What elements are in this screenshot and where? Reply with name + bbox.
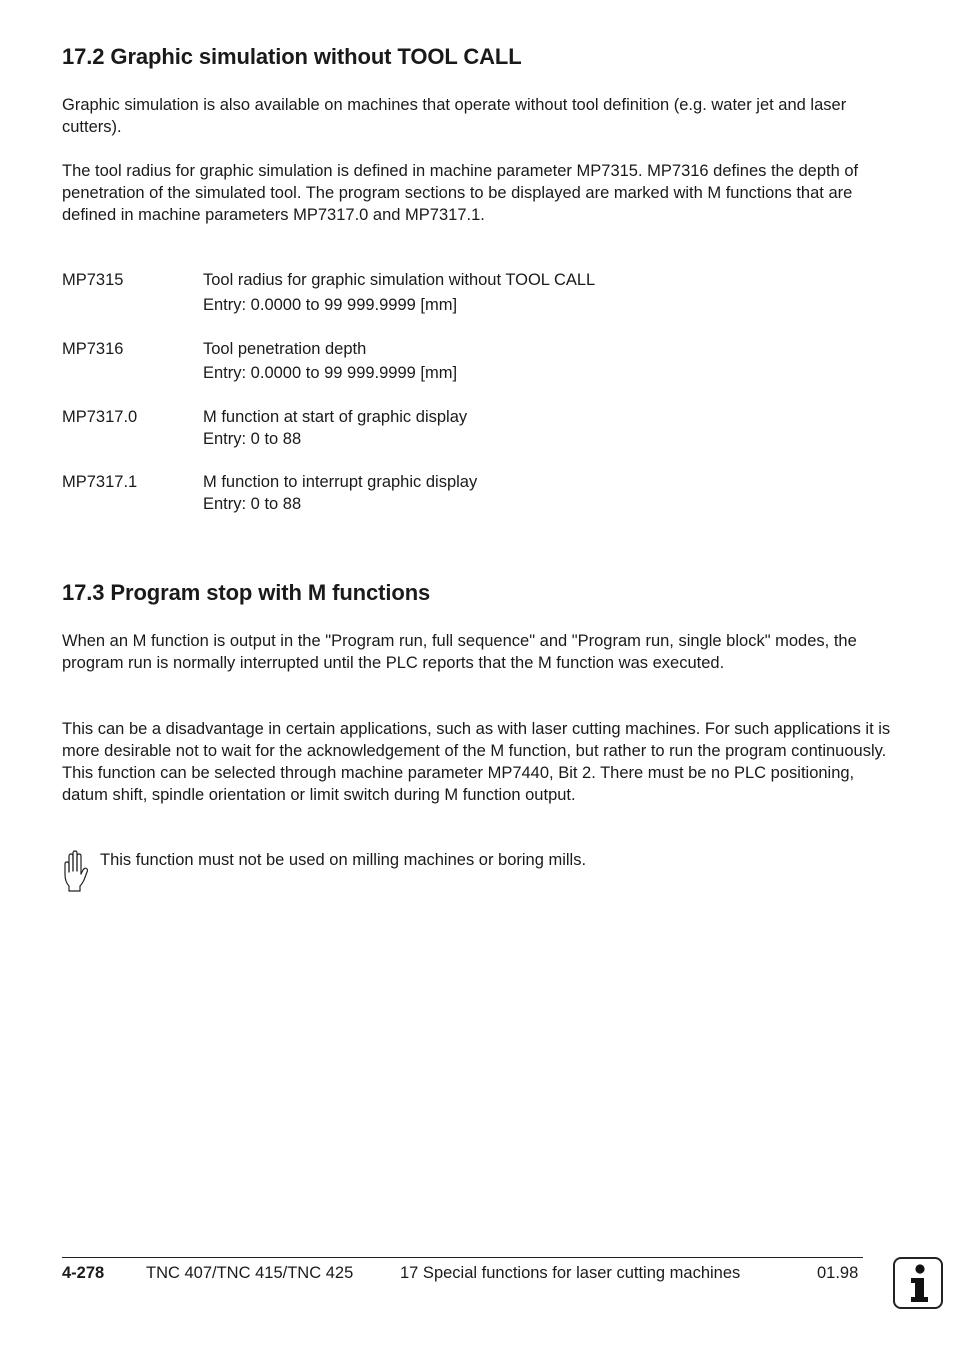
parameter-id: MP7316 — [62, 340, 124, 358]
parameter-description: Tool penetration depth — [203, 340, 367, 358]
note-text: This function must not be used on milling machines or boring mills. — [100, 851, 587, 869]
footer-divider — [62, 1257, 863, 1258]
parameter-description: M function to interrupt graphic display — [203, 473, 478, 491]
parameter-entry: Entry: 0 to 88 — [203, 430, 302, 448]
page-number: 4-278 — [62, 1264, 105, 1282]
parameter-entry: Entry: 0 to 88 — [203, 495, 302, 513]
paragraph-availability: Graphic simulation is also available on machines that operate without tool definition (e.g. water jet and laser cutters). — [62, 96, 847, 136]
parameter-description: M function at start of graphic display — [203, 408, 468, 426]
footer-chapter: 17 Special functions for laser cutting machines — [400, 1264, 741, 1282]
section-heading-program-stop: 17.3 Program stop with M functions — [62, 580, 431, 605]
parameter-id: MP7317.0 — [62, 408, 138, 426]
paragraph-m-function-output: When an M function is output in the "Program run, full sequence" and "Program run, single block" modes, the program run is normally interrupted until the PLC reports that the M function was executed. — [62, 632, 857, 672]
info-icon — [893, 1257, 943, 1309]
paragraph-laser-cutting: This can be a disadvantage in certain applications, such as with laser cutting machines. For such applications it is more desirable not to wait for the acknowledgement of the M function, but rather to run the program continuously. This function can be selected through machine parameter MP7440, Bit 2. There must be no PLC positioning, datum shift, spindle orientation or limit switch during M function output. — [62, 720, 891, 804]
parameter-id: MP7317.1 — [62, 473, 138, 491]
footer-date: 01.98 — [817, 1264, 859, 1282]
hand-note-icon — [60, 850, 90, 892]
section-heading-graphic-simulation: 17.2 Graphic simulation without TOOL CALL — [62, 44, 522, 69]
parameter-entry: Entry: 0.0000 to 99 999.9999 [mm] — [203, 296, 458, 314]
parameter-id: MP7315 — [62, 271, 124, 289]
paragraph-tool-radius: The tool radius for graphic simulation is defined in machine parameter MP7315. MP7316 defines the depth of penetration of the simulated tool. The program sections to be displayed are marked with M functions that are defined in machine parameters MP7317.0 and MP7317.1. — [62, 162, 859, 224]
footer-product: TNC 407/TNC 415/TNC 425 — [146, 1264, 354, 1282]
parameter-description: Tool radius for graphic simulation without TOOL CALL — [203, 271, 596, 289]
parameter-entry: Entry: 0.0000 to 99 999.9999 [mm] — [203, 364, 458, 382]
